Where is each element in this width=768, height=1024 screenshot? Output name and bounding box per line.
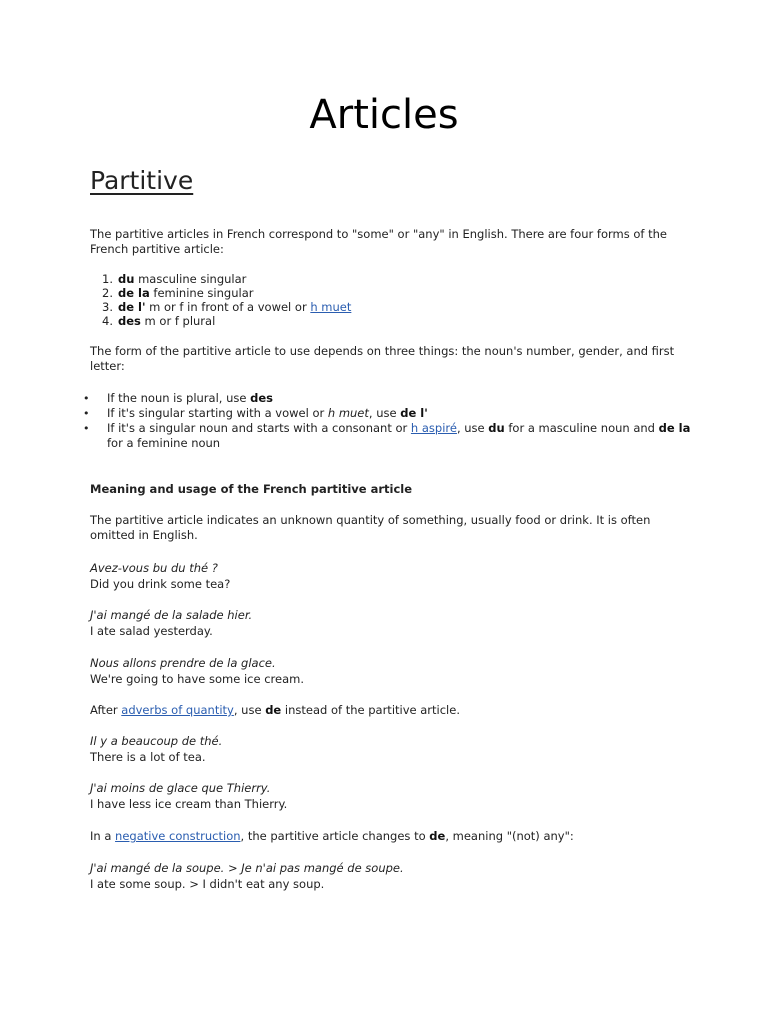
example-block bbox=[90, 780, 680, 812]
form-description: masculine singular bbox=[134, 272, 247, 286]
meaning-paragraph: The partitive article indicates an unknown quantity of something, usually food or drink. It is often omitted in English. bbox=[90, 513, 651, 542]
list-item bbox=[107, 406, 707, 421]
rule-article: de la bbox=[658, 421, 691, 435]
rule-text: If the noun is plural, use bbox=[107, 391, 251, 405]
list-item bbox=[107, 421, 707, 451]
form-description: m or f plural bbox=[140, 314, 216, 328]
depends-paragraph: The form of the partitive article to use depends on three things: the noun's number, gender, and first letter: bbox=[90, 344, 675, 373]
rule-term: h muet bbox=[327, 406, 369, 420]
example-block bbox=[90, 733, 680, 765]
intro-paragraph: The partitive articles in French correspond to "some" or "any" in English. There are four forms of the French partitive article: bbox=[90, 227, 667, 256]
example-block bbox=[90, 860, 680, 892]
example-french: J'ai moins de glace que Thierry. bbox=[90, 781, 271, 795]
article-form: des bbox=[118, 314, 141, 328]
rule-text: for a masculine noun and bbox=[504, 421, 659, 435]
rule-text: , use bbox=[456, 421, 489, 435]
subheading: Meaning and usage of the French partitive article bbox=[90, 482, 413, 496]
para-text: instead of the partitive article. bbox=[281, 703, 460, 717]
h-muet-link[interactable]: h muet bbox=[310, 300, 352, 314]
negative-construction-link[interactable]: negative construction bbox=[115, 829, 241, 843]
example-english: There is a lot of tea. bbox=[90, 750, 206, 764]
example-english: Did you drink some tea? bbox=[90, 577, 231, 591]
rule-text: If it's a singular noun and starts with a consonant or bbox=[107, 421, 411, 435]
list-item bbox=[102, 314, 708, 328]
example-french: J'ai mangé de la soupe. > Je n'ai pas mangé de soupe. bbox=[90, 861, 404, 875]
section-heading: Partitive bbox=[90, 166, 194, 195]
example-english: I ate some soup. > I didn't eat any soup. bbox=[90, 877, 325, 891]
list-item bbox=[102, 286, 708, 300]
forms-list bbox=[90, 272, 708, 328]
negative-paragraph bbox=[90, 829, 680, 844]
rule-text: for a feminine noun bbox=[107, 436, 221, 450]
article-form: du bbox=[118, 272, 135, 286]
example-block bbox=[90, 655, 680, 687]
example-french: J'ai mangé de la salade hier. bbox=[90, 608, 253, 622]
para-text: , the partitive article changes to bbox=[240, 829, 430, 843]
para-article: de bbox=[265, 703, 282, 717]
rule-text: If it's singular starting with a vowel or bbox=[107, 406, 328, 420]
example-block bbox=[90, 607, 680, 639]
rule-text: , use bbox=[368, 406, 401, 420]
example-english: We're going to have some ice cream. bbox=[90, 672, 304, 686]
para-text: , use bbox=[233, 703, 266, 717]
list-number: 1. bbox=[102, 272, 113, 286]
para-text: After bbox=[90, 703, 122, 717]
list-number: 2. bbox=[102, 286, 113, 300]
list-number: 4. bbox=[102, 314, 113, 328]
para-text: , meaning "(not) any": bbox=[445, 829, 574, 843]
rules-list bbox=[80, 391, 707, 451]
list-item bbox=[102, 300, 708, 314]
example-block bbox=[90, 560, 680, 592]
page-title: Articles bbox=[309, 92, 459, 138]
para-text: In a bbox=[90, 829, 116, 843]
para-article: de bbox=[429, 829, 446, 843]
example-english: I have less ice cream than Thierry. bbox=[90, 797, 288, 811]
example-french: Avez-vous bu du thé ? bbox=[90, 561, 218, 575]
adverbs-of-quantity-link[interactable]: adverbs of quantity bbox=[121, 703, 234, 717]
rule-article: des bbox=[250, 391, 273, 405]
example-french: Il y a beaucoup de thé. bbox=[90, 734, 223, 748]
example-french: Nous allons prendre de la glace. bbox=[90, 656, 276, 670]
list-number: 3. bbox=[102, 300, 113, 314]
list-item bbox=[107, 391, 707, 406]
h-aspire-link[interactable]: h aspiré bbox=[410, 421, 457, 435]
form-description: feminine singular bbox=[149, 286, 254, 300]
form-description: m or f in front of a vowel or bbox=[145, 300, 311, 314]
after-paragraph bbox=[90, 703, 680, 718]
rule-article: du bbox=[488, 421, 505, 435]
article-form: de la bbox=[118, 286, 150, 300]
article-form: de l' bbox=[118, 300, 146, 314]
list-item bbox=[102, 272, 708, 286]
rule-article: de l' bbox=[400, 406, 428, 420]
example-english: I ate salad yesterday. bbox=[90, 624, 213, 638]
